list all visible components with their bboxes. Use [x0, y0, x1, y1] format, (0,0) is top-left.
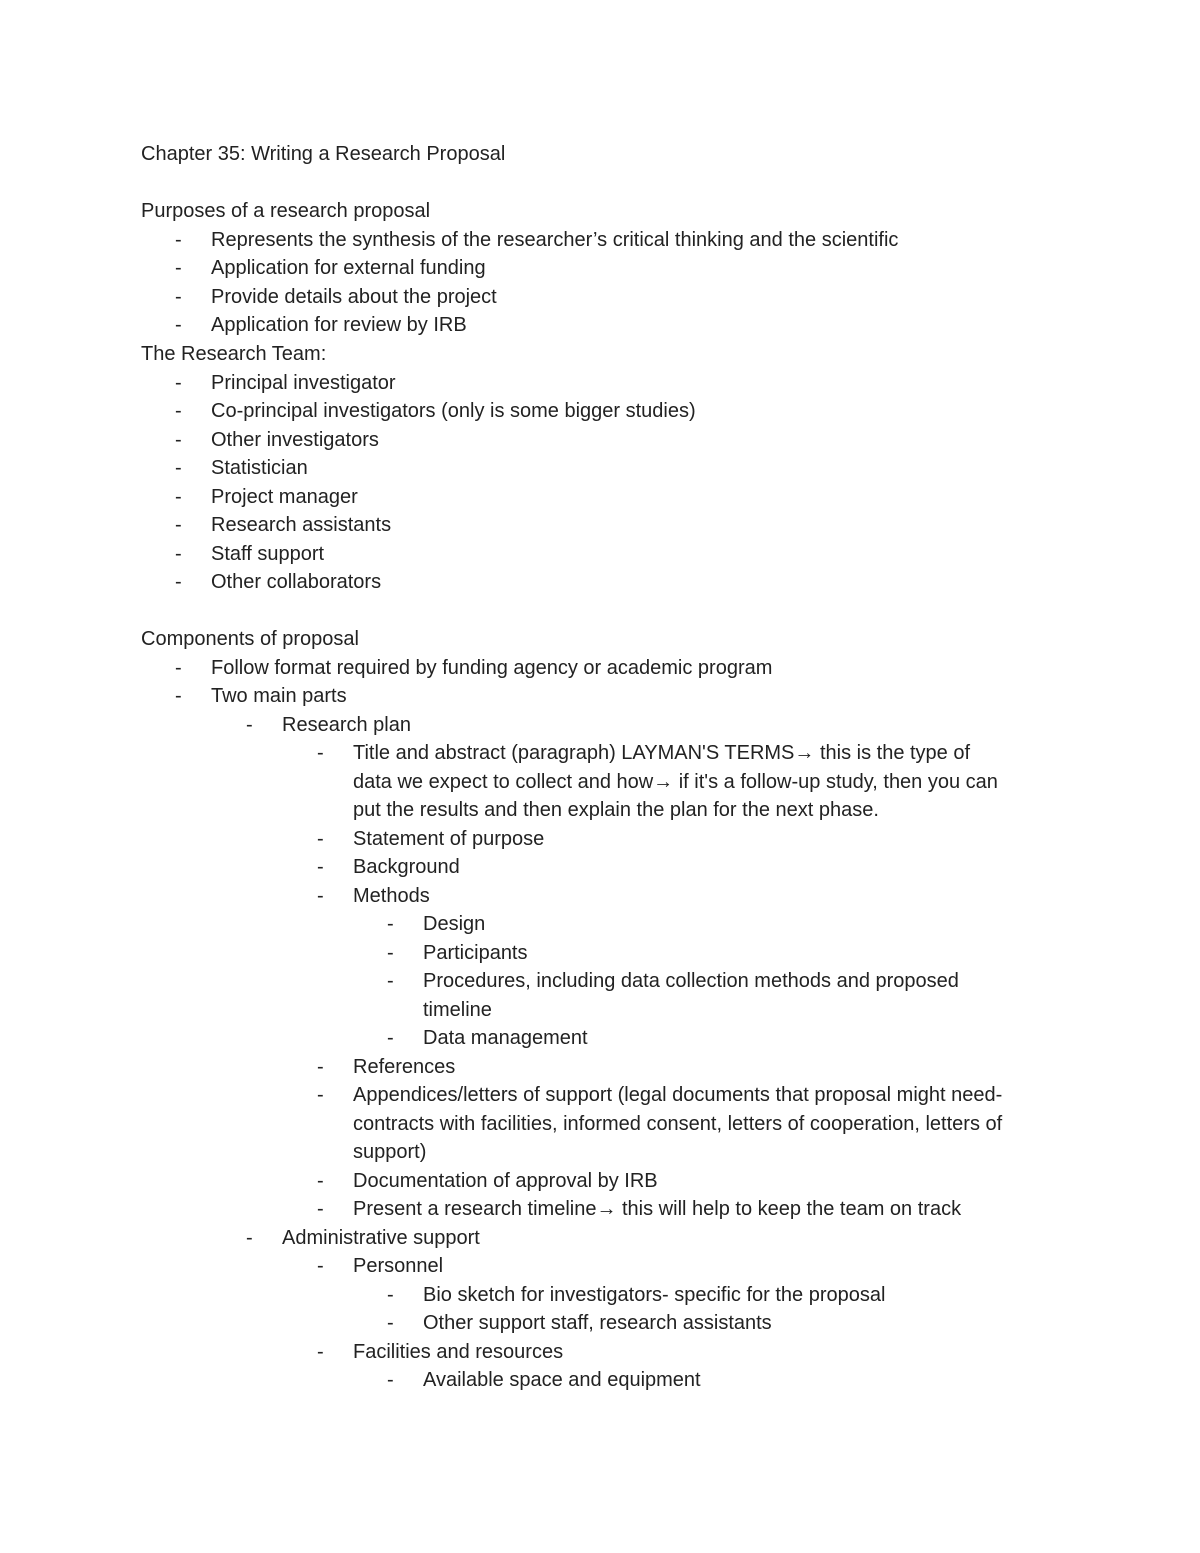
bullet-dash: -	[175, 371, 182, 394]
bullet-dash: -	[317, 827, 324, 850]
bullet-dash: -	[175, 571, 182, 593]
list-item-text: Title and abstract (paragraph) LAYMAN'S TERMS→ this is the type of	[353, 742, 971, 764]
list-item-text: data we expect to collect and how→ if it's a follow-up study, then you can	[353, 770, 998, 793]
bullet-dash: -	[317, 856, 324, 878]
list-item-text: Present a research timeline→ this will help to keep the team on track	[353, 1198, 962, 1220]
list-item-text: Administrative support	[282, 1226, 480, 1249]
bullet-dash: -	[317, 1255, 324, 1277]
bullet-dash: -	[387, 1369, 394, 1391]
list-item-text: Documentation of approval by IRB	[353, 1169, 658, 1192]
bullet-dash: -	[317, 1169, 324, 1192]
bullet-dash: -	[317, 1084, 324, 1106]
bullet-dash: -	[387, 1312, 394, 1334]
list-item-text: Appendices/letters of support (legal documents that proposal might need-	[353, 1084, 1003, 1106]
list-item-text: Research plan	[282, 713, 411, 736]
list-item-text: Application for external funding	[211, 257, 486, 279]
list-item-text: Bio sketch for investigators- specific for the proposal	[423, 1283, 886, 1306]
list-item-text: Research assistants	[211, 514, 392, 536]
list-item-text: Statistician	[211, 457, 308, 479]
list-item-text: Staff support	[211, 542, 325, 565]
section-heading: Purposes of a research proposal	[141, 200, 431, 222]
bullet-dash: -	[317, 1340, 324, 1363]
list-item-text: contracts with facilities, informed consent, letters of cooperation, letters of	[353, 1112, 1003, 1135]
list-item-text: Procedures, including data collection methods and proposed	[423, 970, 959, 992]
list-item-text: Two main parts	[211, 685, 347, 707]
bullet-dash: -	[175, 457, 182, 479]
bullet-dash: -	[175, 228, 182, 251]
bullet-dash: -	[175, 285, 182, 308]
bullet-dash: -	[317, 1198, 324, 1220]
section-heading: Components of proposal	[141, 628, 359, 650]
bullet-dash: -	[387, 941, 394, 964]
list-item-text: Statement of purpose	[353, 827, 545, 850]
list-item-text: Application for review by IRB	[211, 314, 467, 336]
bullet-dash: -	[175, 485, 182, 508]
list-item-text: Data management	[423, 1027, 588, 1049]
bullet-dash: -	[175, 514, 182, 536]
list-item-text: timeline	[423, 998, 492, 1021]
list-item-text: Provide details about the project	[211, 285, 497, 308]
bullet-dash: -	[387, 913, 394, 935]
bullet-dash: -	[387, 1283, 394, 1306]
list-item-text: Co-principal investigators (only is some bigger studies)	[211, 400, 696, 422]
list-item-text: Personnel	[353, 1255, 444, 1277]
list-item-text: Represents the synthesis of the researcher’s critical thinking and the scientific	[211, 228, 899, 251]
bullet-dash: -	[175, 685, 182, 707]
page-title: Chapter 35: Writing a Research Proposal	[141, 143, 506, 165]
list-item-text: Participants	[423, 941, 528, 964]
list-item-text: Facilities and resources	[353, 1340, 564, 1363]
bullet-dash: -	[175, 656, 182, 679]
list-item-text: Principal investigator	[211, 371, 396, 394]
list-item-text: Available space and equipment	[423, 1369, 701, 1391]
bullet-dash: -	[246, 713, 253, 736]
bullet-dash: -	[387, 970, 394, 992]
bullet-dash: -	[175, 400, 182, 422]
bullet-dash: -	[175, 314, 182, 336]
list-item-text: Project manager	[211, 485, 358, 508]
list-item-text: Methods	[353, 884, 430, 907]
list-item-text: Design	[423, 913, 486, 935]
list-item-text: Follow format required by funding agency or academic program	[211, 656, 773, 679]
list-item-text: Other investigators	[211, 428, 379, 451]
bullet-dash: -	[175, 542, 182, 565]
bullet-dash: -	[387, 1027, 394, 1049]
list-item-text: put the results and then explain the plan for the next phase.	[353, 799, 879, 821]
list-item-text: References	[353, 1055, 456, 1078]
section-heading: The Research Team:	[141, 343, 327, 365]
list-item-text: Background	[353, 856, 460, 878]
bullet-dash: -	[246, 1226, 253, 1249]
list-item-text: support)	[353, 1141, 427, 1163]
bullet-dash: -	[317, 884, 324, 907]
bullet-dash: -	[317, 742, 324, 764]
bullet-dash: -	[175, 428, 182, 451]
list-item-text: Other support staff, research assistants	[423, 1312, 772, 1334]
bullet-dash: -	[175, 257, 182, 279]
bullet-dash: -	[317, 1055, 324, 1078]
list-item-text: Other collaborators	[211, 571, 382, 593]
